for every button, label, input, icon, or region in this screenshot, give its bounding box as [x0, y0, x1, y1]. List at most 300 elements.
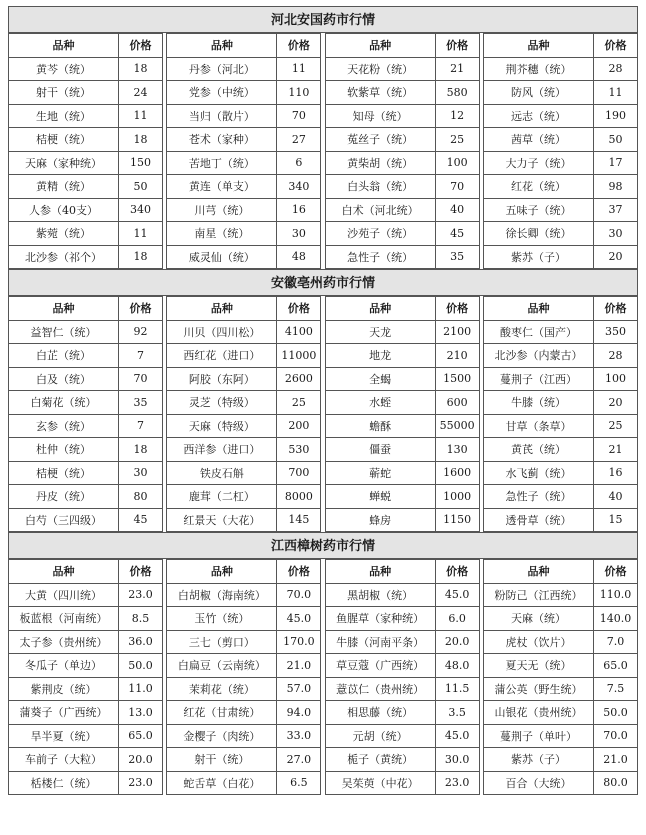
price-cell: 50.0 [593, 701, 637, 725]
table-row [483, 748, 637, 772]
table-row [167, 222, 321, 246]
variety-cell: 蛇舌草（白花） [167, 771, 277, 795]
table-row [325, 414, 479, 438]
variety-cell: 蔓荆子（单叶） [483, 724, 593, 748]
variety-cell: 甘草（条草） [483, 414, 593, 438]
table-row [483, 654, 637, 678]
table-row [167, 485, 321, 509]
price-cell: 25 [435, 128, 479, 152]
price-cell: 24 [119, 81, 163, 105]
table-row [325, 748, 479, 772]
variety-cell: 白芷（统） [9, 344, 119, 368]
table-row [483, 198, 637, 222]
table-row [325, 367, 479, 391]
price-cell: 100 [593, 367, 637, 391]
table-row [483, 104, 637, 128]
variety-cell: 苦地丁（统） [167, 151, 277, 175]
table-row [483, 175, 637, 199]
variety-cell: 水蛭 [325, 391, 435, 415]
price-grid [8, 33, 638, 269]
table-row [167, 701, 321, 725]
variety-cell: 透骨草（统） [483, 508, 593, 532]
variety-cell: 当归（散片） [167, 104, 277, 128]
price-cell: 55000 [435, 414, 479, 438]
variety-cell: 党参（中统） [167, 81, 277, 105]
price-cell: 340 [277, 175, 321, 199]
table-row [325, 583, 479, 607]
table-row [483, 344, 637, 368]
price-cell: 15 [593, 508, 637, 532]
table-row [167, 607, 321, 631]
price-cell: 45.0 [277, 607, 321, 631]
price-cell: 35 [119, 391, 163, 415]
variety-cell: 天麻（特级） [167, 414, 277, 438]
price-cell: 30 [593, 222, 637, 246]
table-row [483, 771, 637, 795]
variety-cell: 茜草（统） [483, 128, 593, 152]
price-cell: 45.0 [435, 583, 479, 607]
table-row [325, 607, 479, 631]
table-row [9, 367, 163, 391]
price-cell: 70 [435, 175, 479, 199]
price-cell: 21 [593, 438, 637, 462]
table-row [325, 344, 479, 368]
price-cell: 23.0 [435, 771, 479, 795]
table-row [9, 701, 163, 725]
variety-cell: 射干（统） [167, 748, 277, 772]
variety-cell: 水飞蓟（统） [483, 461, 593, 485]
price-cell: 7 [119, 414, 163, 438]
market-section [8, 269, 638, 532]
table-row [325, 485, 479, 509]
price-cell: 7.5 [593, 677, 637, 701]
variety-cell: 百合（大统） [483, 771, 593, 795]
variety-cell: 紫苏（子） [483, 748, 593, 772]
table-row [9, 438, 163, 462]
variety-cell: 丹参（河北） [167, 57, 277, 81]
table-row [9, 151, 163, 175]
table-row [325, 81, 479, 105]
table-row [167, 438, 321, 462]
price-table [325, 33, 480, 269]
variety-cell: 知母（统） [325, 104, 435, 128]
price-table [166, 559, 321, 795]
table-header-row [167, 560, 321, 584]
price-table [483, 296, 638, 532]
variety-cell: 蒲公英（野生统） [483, 677, 593, 701]
header-price: 价格 [593, 34, 637, 58]
price-cell: 11 [119, 104, 163, 128]
table-row [167, 771, 321, 795]
table-row [483, 320, 637, 344]
table-row [9, 485, 163, 509]
section-title: 河北安国药市行情 [8, 6, 638, 33]
price-cell: 7 [119, 344, 163, 368]
table-header-row [167, 297, 321, 321]
variety-cell: 西红花（进口） [167, 344, 277, 368]
table-row [167, 128, 321, 152]
price-cell: 6 [277, 151, 321, 175]
price-cell: 145 [277, 508, 321, 532]
price-cell: 28 [593, 57, 637, 81]
header-variety: 品种 [167, 34, 277, 58]
table-row [167, 461, 321, 485]
price-cell: 8000 [277, 485, 321, 509]
table-row [325, 724, 479, 748]
market-section [8, 532, 638, 795]
table-header-row [483, 297, 637, 321]
variety-cell: 红花（甘肃统） [167, 701, 277, 725]
price-cell: 7.0 [593, 630, 637, 654]
variety-cell: 急性子（统） [483, 485, 593, 509]
price-cell: 12 [435, 104, 479, 128]
header-variety: 品种 [167, 560, 277, 584]
table-header-row [9, 560, 163, 584]
price-cell: 50.0 [119, 654, 163, 678]
price-cell: 4100 [277, 320, 321, 344]
table-row [9, 654, 163, 678]
price-table [8, 33, 163, 269]
table-row [325, 175, 479, 199]
price-cell: 57.0 [277, 677, 321, 701]
variety-cell: 大黄（四川统） [9, 583, 119, 607]
table-row [483, 81, 637, 105]
price-cell: 2100 [435, 320, 479, 344]
variety-cell: 旱半夏（统） [9, 724, 119, 748]
table-row [325, 245, 479, 269]
variety-cell: 蟾酥 [325, 414, 435, 438]
table-row [325, 677, 479, 701]
variety-cell: 五味子（统） [483, 198, 593, 222]
variety-cell: 阿胶（东阿） [167, 367, 277, 391]
header-variety: 品种 [483, 297, 593, 321]
table-row [325, 57, 479, 81]
price-table [166, 33, 321, 269]
table-row [483, 630, 637, 654]
price-cell: 18 [119, 57, 163, 81]
price-cell: 210 [435, 344, 479, 368]
table-row [325, 151, 479, 175]
table-row [325, 438, 479, 462]
price-cell: 40 [435, 198, 479, 222]
variety-cell: 白术（河北统） [325, 198, 435, 222]
price-cell: 18 [119, 438, 163, 462]
table-row [167, 583, 321, 607]
table-row [483, 461, 637, 485]
table-row [9, 771, 163, 795]
table-header-row [483, 560, 637, 584]
price-table [325, 559, 480, 795]
table-row [483, 485, 637, 509]
table-row [167, 245, 321, 269]
header-price: 价格 [119, 34, 163, 58]
section-title: 安徽亳州药市行情 [8, 269, 638, 296]
table-row [325, 771, 479, 795]
market-section [8, 6, 638, 269]
table-row [325, 104, 479, 128]
price-cell: 580 [435, 81, 479, 105]
header-price: 价格 [435, 560, 479, 584]
price-cell: 21 [435, 57, 479, 81]
table-row [325, 222, 479, 246]
variety-cell: 铁皮石斛 [167, 461, 277, 485]
variety-cell: 远志（统） [483, 104, 593, 128]
header-price: 价格 [277, 34, 321, 58]
table-row [9, 175, 163, 199]
variety-cell: 白菊花（统） [9, 391, 119, 415]
variety-cell: 益智仁（统） [9, 320, 119, 344]
price-cell: 530 [277, 438, 321, 462]
variety-cell: 黄柴胡（统） [325, 151, 435, 175]
price-table [8, 559, 163, 795]
price-cell: 40 [593, 485, 637, 509]
price-cell: 33.0 [277, 724, 321, 748]
variety-cell: 白头翁（统） [325, 175, 435, 199]
variety-cell: 白及（统） [9, 367, 119, 391]
price-cell: 27 [277, 128, 321, 152]
header-price: 价格 [435, 297, 479, 321]
table-row [9, 81, 163, 105]
price-cell: 65.0 [593, 654, 637, 678]
variety-cell: 川贝（四川松） [167, 320, 277, 344]
price-cell: 30 [277, 222, 321, 246]
price-cell: 6.5 [277, 771, 321, 795]
table-row [9, 57, 163, 81]
header-variety: 品种 [9, 560, 119, 584]
table-row [167, 391, 321, 415]
price-cell: 110 [277, 81, 321, 105]
table-row [167, 414, 321, 438]
price-cell: 11.0 [119, 677, 163, 701]
table-row [483, 607, 637, 631]
price-cell: 30.0 [435, 748, 479, 772]
variety-cell: 栝楼仁（统） [9, 771, 119, 795]
price-table [8, 296, 163, 532]
table-row [325, 508, 479, 532]
variety-cell: 车前子（大粒） [9, 748, 119, 772]
variety-cell: 白芍（三四级） [9, 508, 119, 532]
variety-cell: 天麻（统） [483, 607, 593, 631]
table-row [483, 151, 637, 175]
variety-cell: 西洋参（进口） [167, 438, 277, 462]
price-cell: 11000 [277, 344, 321, 368]
variety-cell: 蒲葵子（广西统） [9, 701, 119, 725]
variety-cell: 黄连（单支） [167, 175, 277, 199]
table-header-row [325, 34, 479, 58]
table-row [483, 128, 637, 152]
variety-cell: 桔梗（统） [9, 128, 119, 152]
table-row [167, 630, 321, 654]
variety-cell: 相思藤（统） [325, 701, 435, 725]
price-cell: 45.0 [435, 724, 479, 748]
table-row [483, 367, 637, 391]
variety-cell: 天花粉（统） [325, 57, 435, 81]
price-cell: 18 [119, 128, 163, 152]
variety-cell: 金樱子（肉统） [167, 724, 277, 748]
variety-cell: 天麻（家种统） [9, 151, 119, 175]
table-header-row [9, 34, 163, 58]
variety-cell: 黄芪（统） [483, 438, 593, 462]
price-cell: 18 [119, 245, 163, 269]
price-cell: 600 [435, 391, 479, 415]
price-cell: 17 [593, 151, 637, 175]
price-cell: 25 [277, 391, 321, 415]
price-cell: 80.0 [593, 771, 637, 795]
price-cell: 45 [435, 222, 479, 246]
price-cell: 150 [119, 151, 163, 175]
table-header-row [167, 34, 321, 58]
price-cell: 1600 [435, 461, 479, 485]
variety-cell: 防风（统） [483, 81, 593, 105]
variety-cell: 苍术（家种） [167, 128, 277, 152]
table-header-row [9, 297, 163, 321]
variety-cell: 紫荆皮（统） [9, 677, 119, 701]
table-row [9, 461, 163, 485]
price-cell: 8.5 [119, 607, 163, 631]
variety-cell: 紫苏（子） [483, 245, 593, 269]
variety-cell: 栀子（黄统） [325, 748, 435, 772]
price-cell: 200 [277, 414, 321, 438]
variety-cell: 蔓荆子（江西） [483, 367, 593, 391]
table-row [9, 320, 163, 344]
variety-cell: 僵蚕 [325, 438, 435, 462]
price-cell: 45 [119, 508, 163, 532]
variety-cell: 薏苡仁（贵州统） [325, 677, 435, 701]
table-row [483, 222, 637, 246]
price-cell: 25 [593, 414, 637, 438]
price-cell: 50 [593, 128, 637, 152]
variety-cell: 蝉蜕 [325, 485, 435, 509]
price-cell: 70 [277, 104, 321, 128]
table-row [483, 245, 637, 269]
header-price: 价格 [277, 560, 321, 584]
price-cell: 70 [119, 367, 163, 391]
price-cell: 98 [593, 175, 637, 199]
price-cell: 48.0 [435, 654, 479, 678]
price-cell: 350 [593, 320, 637, 344]
table-row [9, 748, 163, 772]
price-cell: 20 [593, 245, 637, 269]
header-variety: 品种 [325, 297, 435, 321]
price-cell: 20.0 [435, 630, 479, 654]
price-cell: 1000 [435, 485, 479, 509]
price-table [483, 33, 638, 269]
variety-cell: 沙苑子（统） [325, 222, 435, 246]
variety-cell: 黄精（统） [9, 175, 119, 199]
price-cell: 11 [593, 81, 637, 105]
table-row [9, 222, 163, 246]
header-price: 价格 [593, 560, 637, 584]
table-row [483, 508, 637, 532]
table-row [167, 198, 321, 222]
variety-cell: 鹿茸（二杠） [167, 485, 277, 509]
table-row [483, 438, 637, 462]
header-price: 价格 [593, 297, 637, 321]
price-cell: 2600 [277, 367, 321, 391]
table-row [9, 508, 163, 532]
variety-cell: 紫菀（统） [9, 222, 119, 246]
variety-cell: 红景天（大花） [167, 508, 277, 532]
price-cell: 20 [593, 391, 637, 415]
price-grid [8, 296, 638, 532]
variety-cell: 川芎（统） [167, 198, 277, 222]
table-row [167, 81, 321, 105]
variety-cell: 鱼腥草（家种统） [325, 607, 435, 631]
header-variety: 品种 [9, 297, 119, 321]
header-price: 价格 [277, 297, 321, 321]
variety-cell: 全蝎 [325, 367, 435, 391]
table-row [483, 57, 637, 81]
variety-cell: 红花（统） [483, 175, 593, 199]
price-grid [8, 559, 638, 795]
table-row [325, 320, 479, 344]
price-cell: 65.0 [119, 724, 163, 748]
price-cell: 340 [119, 198, 163, 222]
price-cell: 13.0 [119, 701, 163, 725]
variety-cell: 黑胡椒（统） [325, 583, 435, 607]
variety-cell: 山银花（贵州统） [483, 701, 593, 725]
table-row [167, 175, 321, 199]
header-variety: 品种 [483, 560, 593, 584]
price-cell: 37 [593, 198, 637, 222]
price-cell: 70.0 [277, 583, 321, 607]
header-price: 价格 [435, 34, 479, 58]
table-row [167, 57, 321, 81]
price-cell: 3.5 [435, 701, 479, 725]
variety-cell: 丹皮（统） [9, 485, 119, 509]
variety-cell: 北沙参（内蒙古） [483, 344, 593, 368]
variety-cell: 牛膝（河南平条） [325, 630, 435, 654]
table-row [325, 630, 479, 654]
price-table [166, 296, 321, 532]
table-row [483, 583, 637, 607]
variety-cell: 吴茱萸（中花） [325, 771, 435, 795]
price-cell: 11 [277, 57, 321, 81]
variety-cell: 人参（40支） [9, 198, 119, 222]
variety-cell: 射干（统） [9, 81, 119, 105]
price-cell: 21.0 [593, 748, 637, 772]
table-row [9, 104, 163, 128]
variety-cell: 粉防己（江西统） [483, 583, 593, 607]
variety-cell: 荆芥穗（统） [483, 57, 593, 81]
price-cell: 23.0 [119, 583, 163, 607]
table-row [9, 414, 163, 438]
table-row [9, 583, 163, 607]
variety-cell: 酸枣仁（国产） [483, 320, 593, 344]
header-price: 价格 [119, 297, 163, 321]
price-cell: 130 [435, 438, 479, 462]
table-row [9, 128, 163, 152]
table-row [325, 391, 479, 415]
table-row [167, 320, 321, 344]
table-row [9, 391, 163, 415]
price-cell: 16 [593, 461, 637, 485]
price-cell: 20.0 [119, 748, 163, 772]
header-variety: 品种 [9, 34, 119, 58]
variety-cell: 桔梗（统） [9, 461, 119, 485]
price-cell: 16 [277, 198, 321, 222]
variety-cell: 元胡（统） [325, 724, 435, 748]
table-row [9, 198, 163, 222]
variety-cell: 白扁豆（云南统） [167, 654, 277, 678]
price-cell: 11 [119, 222, 163, 246]
table-row [167, 151, 321, 175]
header-variety: 品种 [483, 34, 593, 58]
price-cell: 80 [119, 485, 163, 509]
table-row [167, 508, 321, 532]
table-row [483, 677, 637, 701]
variety-cell: 灵芝（特级） [167, 391, 277, 415]
